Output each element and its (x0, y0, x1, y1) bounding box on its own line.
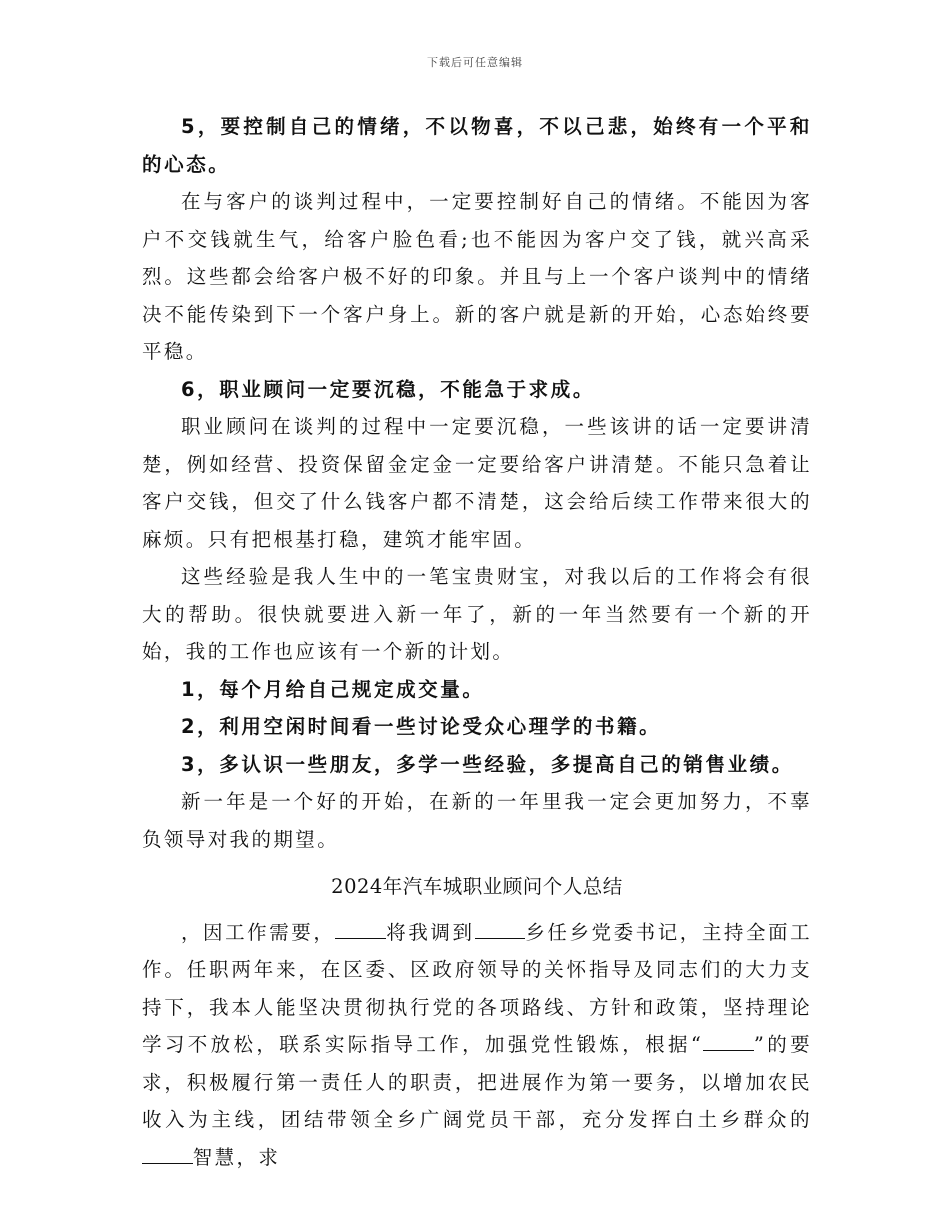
plan-item-3: 3，多认识一些朋友，多学一些经验，多提高自己的销售业绩。 (181, 752, 794, 776)
section-title: 2024年汽车城职业顾问个人总结 (331, 875, 623, 898)
point-6-heading: 6，职业顾问一定要沉稳，不能急于求成。 (181, 377, 595, 401)
summary-text-5: 智慧，求 (192, 1145, 281, 1169)
summary-text-2: 将我调到 (386, 920, 475, 944)
blank-line (142, 1145, 193, 1164)
summary-text-4: ”的要求，积极履行第一责任人的职责，把进展作为第一要务，以增加农民收入为主线，团结带领全乡广阔党员干部，充分发挥白土乡群众的 (142, 1033, 812, 1131)
blank-line (335, 920, 386, 939)
point-5-heading: 5，要控制自己的情绪，不以物喜，不以己悲，始终有一个平和的心态。 (142, 115, 812, 176)
page-header: 下载后可任意编辑 (427, 56, 523, 69)
plan-item-1: 1，每个月给自己规定成交量。 (181, 677, 485, 701)
point-5-paragraph: 在与客户的谈判过程中，一定要控制好自己的情绪。不能因为客户不交钱就生气，给客户脸色看;也不能因为客户交了钱，就兴高采烈。这些都会给客户极不好的印象。并且与上一个客户谈判中的情绪决不能传染到下一个客户身上。新的客户就是新的开始，心态始终要平稳。 (142, 190, 812, 363)
summary-paragraph (142, 914, 812, 1177)
point-6-paragraph: 职业顾问在谈判的过程中一定要沉稳，一些该讲的话一定要讲清楚，例如经营、投资保留金定金一定要给客户讲清楚。不能只急着让客户交钱，但交了什么钱客户都不清楚，这会给后续工作带来很大的麻烦。只有把根基打稳，建筑才能牢固。 (142, 415, 812, 551)
summary-text-3: 乡任乡党委书记，主持全面工作。任职两年来，在区委、区政府领导的关怀指导及同志们的大力支持下，我本人能坚决贯彻执行党的各项路线、方针和政策，坚持理论学习不放松，联系实际指导工作，加强党性锻炼，根据“ (142, 920, 812, 1056)
summary-text-1: ，因工作需要， (181, 920, 336, 944)
document-body (142, 108, 812, 1176)
blank-line (475, 920, 526, 939)
blank-line (703, 1032, 754, 1051)
experience-paragraph: 这些经验是我人生中的一笔宝贵财宝，对我以后的工作将会有很大的帮助。很快就要进入新一年了，新的一年当然要有一个新的开始，我的工作也应该有一个新的计划。 (142, 565, 812, 663)
plan-item-2: 2，利用空闲时间看一些讨论受众心理学的书籍。 (181, 715, 662, 738)
closing-paragraph: 新一年是一个好的开始，在新的一年里我一定会更加努力，不辜负领导对我的期望。 (142, 790, 812, 851)
